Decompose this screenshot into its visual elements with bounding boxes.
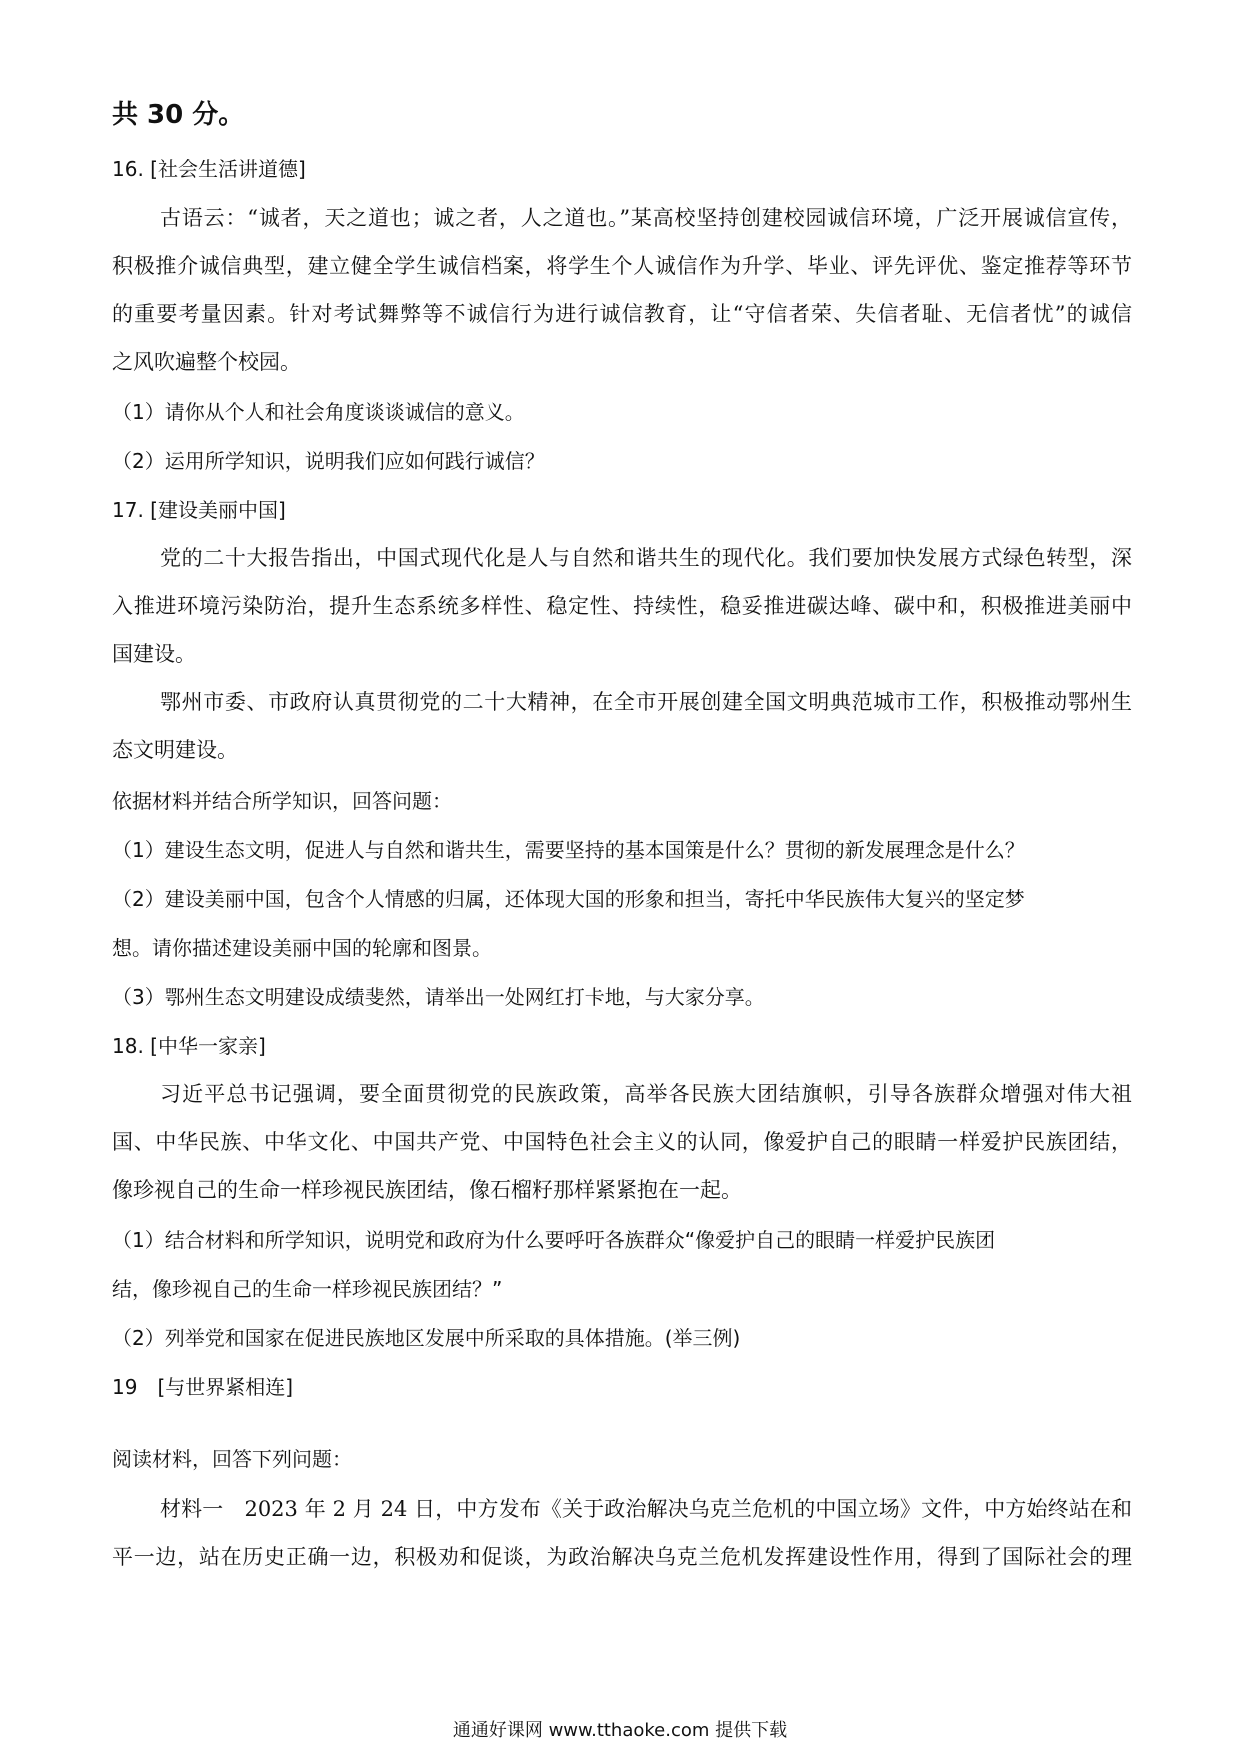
question-17-sub-1: （1）建设生态文明，促进人与自然和谐共生，需要坚持的基本国策是什么？贯彻的新发展理念是什么？ bbox=[112, 838, 1025, 862]
question-17-sub-2: （2）建设美丽中国，包含个人情感的归属，还体现大国的形象和担当，寄托中华民族伟大复兴的坚定梦 bbox=[112, 887, 1025, 911]
question-18-sub-1: （1）结合材料和所学知识，说明党和政府为什么要呼吁各族群众“像爱护自己的眼睛一样爱护民族团 bbox=[112, 1228, 996, 1252]
question-18-sub-1-cont: 结，像珍视自己的生命一样珍视民族团结？” bbox=[112, 1277, 503, 1301]
question-17-material-line: 党的二十大报告指出，中国式现代化是人与自然和谐共生的现代化。我们要加快发展方式绿色转型，深 bbox=[160, 546, 1132, 570]
question-19-title: 19 [与世界紧相连] bbox=[112, 1375, 294, 1399]
question-16-material-line: 之风吹遍整个校园。 bbox=[112, 350, 301, 374]
question-16-sub-1: （1）请你从个人和社会角度谈谈诚信的意义。 bbox=[112, 400, 525, 424]
question-17-material-line: 鄂州市委、市政府认真贯彻党的二十大精神，在全市开展创建全国文明典范城市工作，积极推动鄂州生 bbox=[160, 690, 1132, 714]
question-19-material-line: 材料一 2023 年 2 月 24 日，中方发布《关于政治解决乌克兰危机的中国立场》文件，中方始终站在和 bbox=[160, 1497, 1132, 1521]
question-19-lead: 阅读材料，回答下列问题： bbox=[112, 1447, 352, 1471]
question-17-material-line: 国建设。 bbox=[112, 642, 196, 666]
question-16-sub-2: （2）运用所学知识，说明我们应如何践行诚信？ bbox=[112, 449, 545, 473]
page-footer: 通通好课网 www.tthaoke.com 提供下载 bbox=[452, 1720, 788, 1741]
question-19-material-line: 平一边，站在历史正确一边，积极劝和促谈，为政治解决乌克兰危机发挥建设性作用，得到了国际社会的理 bbox=[112, 1545, 1132, 1569]
question-17-material-line: 入推进环境污染防治，提升生态系统多样性、稳定性、持续性，稳妥推进碳达峰、碳中和，积极推进美丽中 bbox=[112, 594, 1132, 618]
question-18-sub-2: （2）列举党和国家在促进民族地区发展中所采取的具体措施。(举三例) bbox=[112, 1326, 741, 1350]
section-score-line: 共 30 分。 bbox=[112, 100, 245, 130]
question-18-material-line: 习近平总书记强调，要全面贯彻党的民族政策，高举各民族大团结旗帜，引导各族群众增强对伟大祖 bbox=[160, 1082, 1132, 1106]
question-18-material-line: 像珍视自己的生命一样珍视民族团结，像石榴籽那样紧紧抱在一起。 bbox=[112, 1178, 742, 1202]
question-17-material-line: 态文明建设。 bbox=[112, 738, 238, 762]
question-17-sub-3: （3）鄂州生态文明建设成绩斐然，请举出一处网红打卡地，与大家分享。 bbox=[112, 985, 765, 1009]
question-17-lead: 依据材料并结合所学知识，回答问题： bbox=[112, 789, 452, 813]
question-18-material-line: 国、中华民族、中华文化、中国共产党、中国特色社会主义的认同，像爱护自己的眼睛一样爱护民族团结， bbox=[112, 1130, 1132, 1154]
question-16-title: 16. [社会生活讲道德] bbox=[112, 157, 306, 181]
question-16-material-line: 积极推介诚信典型，建立健全学生诚信档案，将学生个人诚信作为升学、毕业、评先评优、鉴定推荐等环节 bbox=[112, 254, 1132, 278]
question-17-title: 17. [建设美丽中国] bbox=[112, 498, 286, 522]
question-16-material-line: 的重要考量因素。针对考试舞弊等不诚信行为进行诚信教育，让“守信者荣、失信者耻、无信者忧”的诚信 bbox=[112, 302, 1132, 326]
question-16-material-line: 古语云：“诚者，天之道也；诚之者，人之道也。”某高校坚持创建校园诚信环境，广泛开展诚信宣传， bbox=[160, 206, 1132, 230]
question-18-title: 18. [中华一家亲] bbox=[112, 1034, 266, 1058]
question-17-sub-2-cont: 想。请你描述建设美丽中国的轮廓和图景。 bbox=[112, 936, 492, 960]
